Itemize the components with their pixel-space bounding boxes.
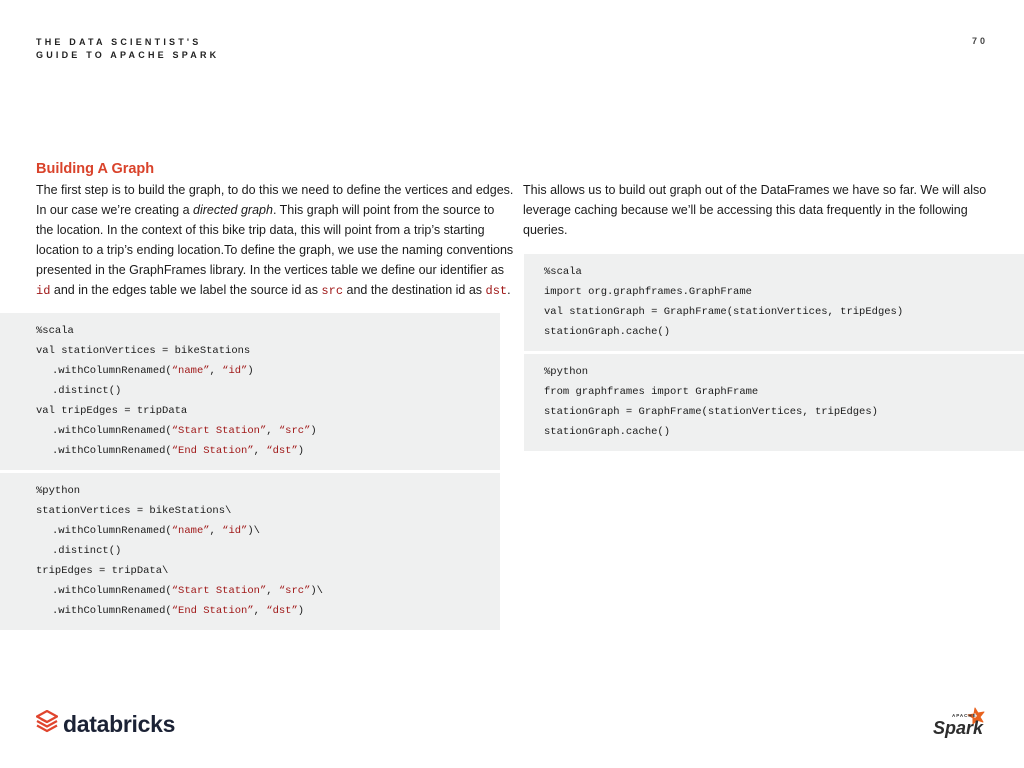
code-token: .withColumnRenamed(: [52, 365, 172, 377]
text-span: and in the edges table we label the source id as: [50, 283, 322, 297]
code-line: [36, 441, 500, 461]
apache-spark-logo: [932, 704, 988, 738]
graph-paragraph: [523, 180, 993, 240]
document-title-line1: THE DATA SCIENTIST'S: [36, 37, 202, 47]
code-string: “name”: [171, 525, 210, 537]
databricks-wordmark: databricks: [63, 711, 176, 737]
code-string: “name”: [171, 365, 210, 377]
code-string: “Start Station”: [171, 425, 267, 437]
code-token: ,: [209, 525, 223, 537]
code-line: [36, 421, 500, 441]
code-string: “id”: [222, 365, 248, 377]
paragraph-line: [36, 280, 511, 301]
code-string: “End Station”: [171, 445, 254, 457]
paragraph-line: location to a trip’s ending location.To define the graph, we use the naming conventions: [36, 243, 514, 257]
code-line: %python: [544, 366, 589, 378]
inline-code-id: id: [36, 284, 51, 298]
code-line: .distinct(): [52, 545, 122, 557]
code-token: .withColumnRenamed(: [52, 605, 172, 617]
text-span: . This graph will point from the source to: [272, 203, 495, 217]
section-heading: Building A Graph: [36, 161, 155, 177]
code-line: [36, 601, 500, 621]
scala-code-block-graph[interactable]: [524, 254, 1024, 351]
code-line: val stationVertices = bikeStations: [36, 345, 251, 357]
code-string: “id”: [222, 525, 248, 537]
code-line: %scala: [544, 266, 582, 278]
code-token: ): [247, 365, 254, 377]
paragraph-line: presented in the GraphFrames library. In the vertices table we define our identifier as: [36, 263, 505, 277]
code-line: %python: [36, 485, 81, 497]
paragraph-line: queries.: [523, 223, 568, 237]
code-string: “src”: [278, 425, 311, 437]
databricks-brand: [36, 710, 175, 739]
code-token: .withColumnRenamed(: [52, 585, 172, 597]
code-line: stationVertices = bikeStations\: [36, 505, 232, 517]
emphasis-text: directed graph: [193, 203, 273, 217]
code-line: [36, 521, 500, 541]
code-line: from graphframes import GraphFrame: [544, 386, 759, 398]
paragraph-line: The first step is to build the graph, to do this we need to define the vertices and edges.: [36, 183, 514, 197]
code-token: .withColumnRenamed(: [52, 525, 172, 537]
code-line: [36, 581, 500, 601]
code-token: .withColumnRenamed(: [52, 425, 172, 437]
code-line: stationGraph.cache(): [544, 426, 671, 438]
code-string: “dst”: [266, 445, 298, 457]
text-span: .: [507, 283, 511, 297]
text-span: and the destination id as: [343, 283, 486, 297]
document-title-line2: GUIDE TO APACHE SPARK: [36, 50, 220, 60]
code-line: stationGraph.cache(): [544, 326, 671, 338]
text-span: In our case we’re creating a: [36, 203, 194, 217]
code-token: ,: [266, 425, 279, 437]
python-code-block-vertices-edges[interactable]: [0, 473, 500, 630]
code-token: ): [310, 425, 317, 437]
code-token: ,: [253, 445, 267, 457]
code-token: )\: [310, 585, 323, 597]
code-line: .distinct(): [52, 385, 122, 397]
code-line: tripEdges = tripData\: [36, 565, 169, 577]
code-token: )\: [247, 525, 260, 537]
code-token: ,: [209, 365, 223, 377]
page-number: 70: [971, 36, 988, 46]
inline-code-src: src: [321, 284, 344, 298]
paragraph-line: the location. In the context of this bike trip data, this will point from a trip’s starting: [36, 223, 485, 237]
document-title: [36, 36, 219, 62]
code-line: val stationGraph = GraphFrame(stationVertices, tripEdges): [544, 306, 904, 318]
code-token: ): [297, 445, 305, 457]
python-code-block-graph[interactable]: [524, 354, 1024, 451]
intro-paragraph: [36, 180, 514, 301]
code-string: “Start Station”: [171, 585, 267, 597]
code-string: “End Station”: [171, 605, 254, 617]
spark-wordmark: Spark: [933, 718, 984, 738]
code-token: ): [297, 605, 305, 617]
code-line: [36, 361, 500, 381]
paragraph-line: This allows us to build out graph out of the DataFrames we have so far. We will also: [523, 183, 987, 197]
code-line: val tripEdges = tripData: [36, 405, 188, 417]
inline-code-dst: dst: [485, 284, 508, 298]
paragraph-line: [36, 200, 506, 220]
code-token: ,: [253, 605, 267, 617]
code-string: “src”: [278, 585, 311, 597]
code-token: .withColumnRenamed(: [52, 445, 172, 457]
code-line: %scala: [36, 325, 74, 337]
scala-code-block-vertices-edges[interactable]: [0, 313, 500, 470]
spark-apache-text: APACHE: [952, 713, 977, 718]
paragraph-line: leverage caching because we’ll be accessing this data frequently in the following: [523, 203, 968, 217]
code-line: import org.graphframes.GraphFrame: [544, 286, 752, 298]
code-token: ,: [266, 585, 279, 597]
code-line: stationGraph = GraphFrame(stationVertices, tripEdges): [544, 406, 878, 418]
code-string: “dst”: [266, 605, 298, 617]
databricks-logo-icon: [36, 710, 58, 739]
